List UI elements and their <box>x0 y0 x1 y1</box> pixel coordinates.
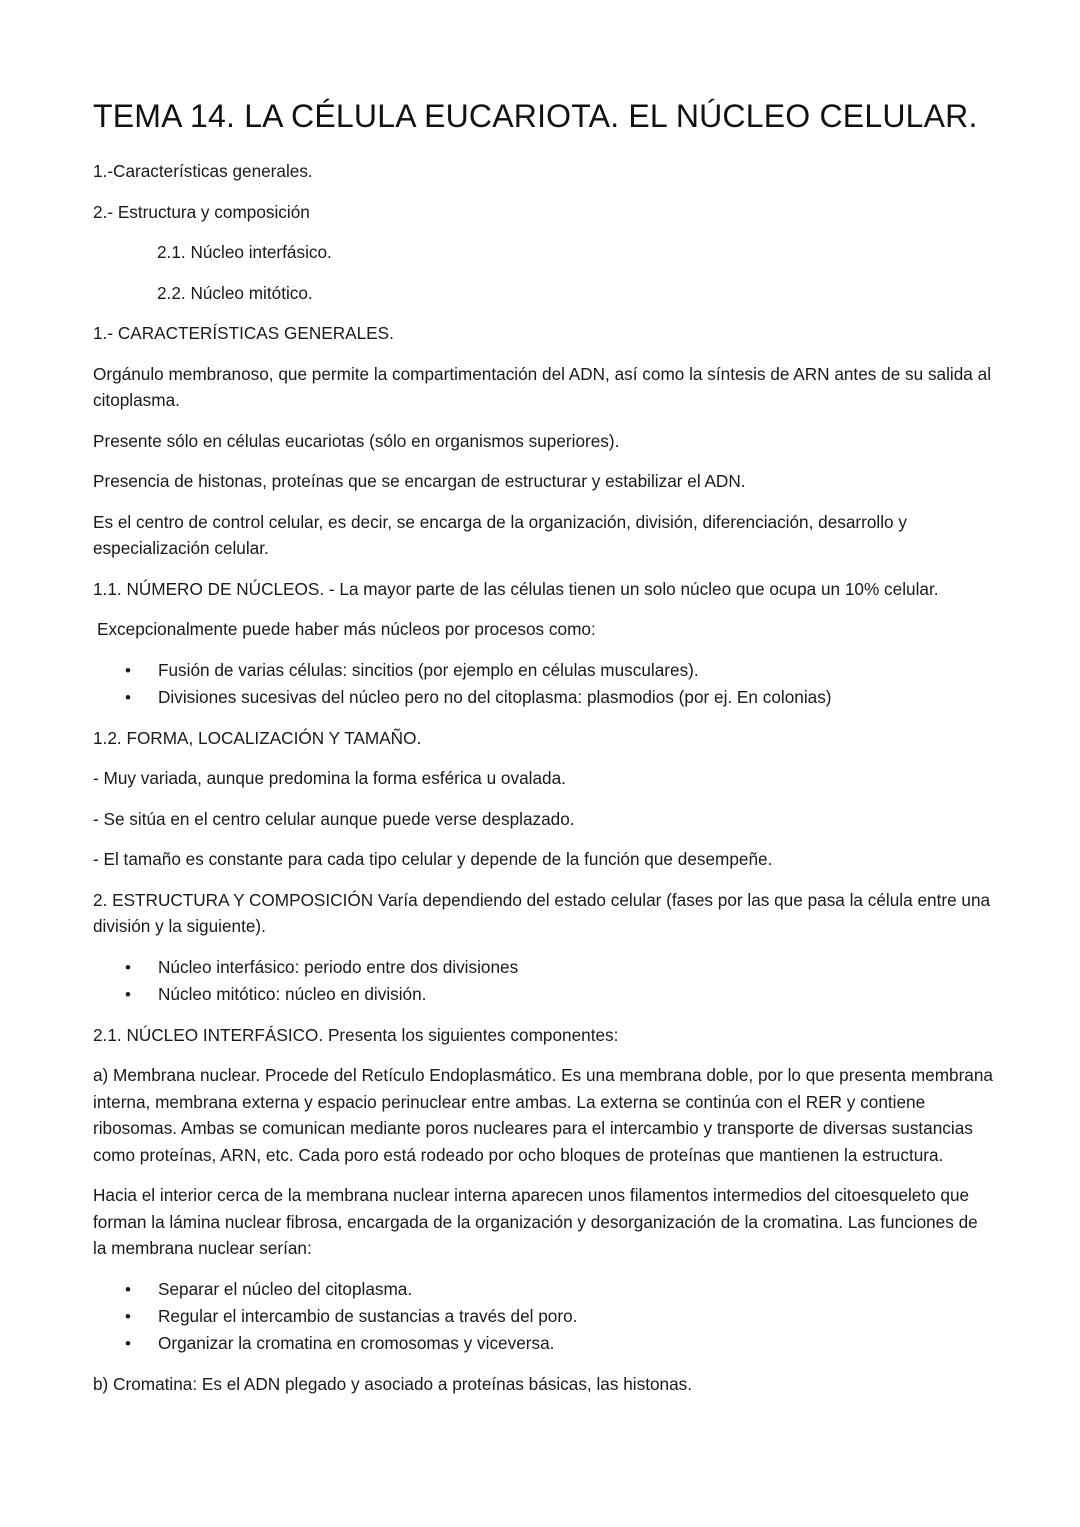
index-item-1: 1.-Características generales. <box>93 161 313 181</box>
lamina-paragraph: Hacia el interior cerca de la membrana nuclear interna aparecen unos filamentos intermedios del citoesqueleto que forman la lámina nuclear fibrosa, encargada de la organización y desorganización de la cromatina. Las funciones de la membrana nuclear serían: <box>93 1185 978 1258</box>
nucleus-number-paragraph: 1.1. NÚMERO DE NÚCLEOS. - La mayor parte de las células tienen un solo núcleo que ocupa un 10% celular. <box>93 578 939 599</box>
chromatin-paragraph: b) Cromatina: Es el ADN plegado y asociado a proteínas básicas, las histonas. <box>93 1373 693 1394</box>
list-item: • Separar el núcleo del citoplasma. <box>93 1276 993 1303</box>
functions-list <box>93 1276 993 1357</box>
bullet-icon: • <box>125 660 131 680</box>
index-item-2-2: 2.2. Núcleo mitótico. <box>157 282 313 303</box>
list-item: • Núcleo interfásico: periodo entre dos divisiones <box>93 954 993 981</box>
exceptions-list <box>93 657 993 711</box>
shape-line-3: - El tamaño es constante para cada tipo celular y depende de la función que desempeñe. <box>93 849 773 869</box>
list-item: • Organizar la cromatina en cromosomas y viceversa. <box>93 1330 993 1357</box>
membrane-paragraph: a) Membrana nuclear. Procede del Retículo Endoplasmático. Es una membrana doble, por lo que presenta membrana interna, membrana externa y espacio perinuclear entre ambas. La externa se continúa con el RER y contiene ribosomas. Ambas se comunican mediante poros nucleares para el intercambio y transporte de diversas sustancias como proteínas, ARN, etc. Cada poro está rodeado por ocho bloques de proteínas que mantienen la estructura. <box>93 1065 993 1165</box>
bullet-icon: • <box>125 1306 131 1326</box>
shape-line-1: - Muy variada, aunque predomina la forma esférica u ovalada. <box>93 768 566 788</box>
bullet-icon: • <box>125 687 131 707</box>
bullet-icon: • <box>125 984 131 1004</box>
exceptions-paragraph: Excepcionalmente puede haber más núcleos por procesos como: <box>97 619 596 639</box>
section1-paragraph-1: Orgánulo membranoso, que permite la compartimentación del ADN, así como la síntesis de ARN antes de su salida al citoplasma. <box>93 363 992 410</box>
bullet-icon: • <box>125 1333 131 1353</box>
states-list <box>93 954 993 1008</box>
shape-line-2: - Se sitúa en el centro celular aunque puede verse desplazado. <box>93 808 575 829</box>
index-item-2-1: 2.1. Núcleo interfásico. <box>157 242 332 262</box>
section1-paragraph-3: Presencia de histonas, proteínas que se encargan de estructurar y estabilizar el ADN. <box>93 471 746 491</box>
list-item: • Fusión de varias células: sincitios (por ejemplo en células musculares). <box>93 657 993 684</box>
section2-intro: 2. ESTRUCTURA Y COMPOSICIÓN Varía dependiendo del estado celular (fases por las que pasa la célula entre una división y la siguiente). <box>93 889 991 936</box>
list-item: • Divisiones sucesivas del núcleo pero no del citoplasma: plasmodios (por ej. En colonias) <box>93 684 993 711</box>
section1-paragraph-2: Presente sólo en células eucariotas (sólo en organismos superiores). <box>93 430 620 451</box>
page-title: TEMA 14. LA CÉLULA EUCARIOTA. EL NÚCLEO CELULAR. <box>93 98 978 134</box>
section1-paragraph-4: Es el centro de control celular, es decir, se encarga de la organización, división, diferenciación, desarrollo y especialización celular. <box>93 511 907 558</box>
list-item: • Núcleo mitótico: núcleo en división. <box>93 981 993 1008</box>
interphase-heading: 2.1. NÚCLEO INTERFÁSICO. Presenta los siguientes componentes: <box>93 1024 619 1045</box>
shape-heading: 1.2. FORMA, LOCALIZACIÓN Y TAMAÑO. <box>93 727 422 748</box>
list-item: • Regular el intercambio de sustancias a través del poro. <box>93 1303 993 1330</box>
bullet-icon: • <box>125 1279 131 1299</box>
document-page <box>93 96 993 1411</box>
index-item-2: 2.- Estructura y composición <box>93 201 310 222</box>
section1-heading: 1.- CARACTERÍSTICAS GENERALES. <box>93 323 394 343</box>
bullet-icon: • <box>125 957 131 977</box>
